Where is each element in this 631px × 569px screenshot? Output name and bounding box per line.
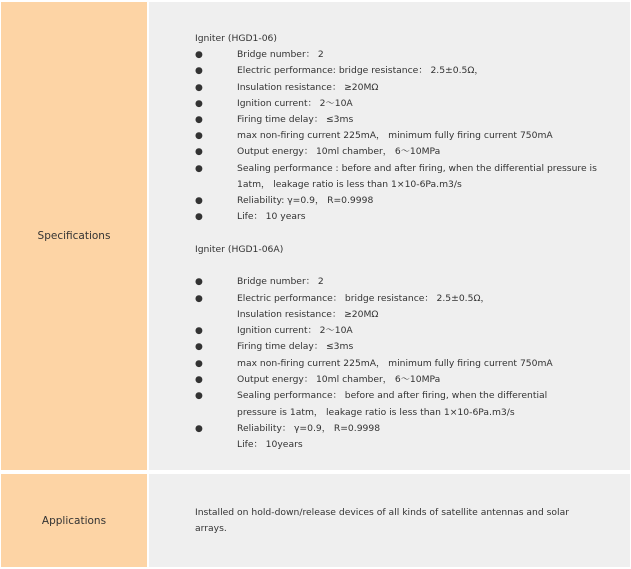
list-item-continuation: pressure is 1atm， leakage ratio is less than 1×10-6Pa.m3/s	[237, 407, 515, 418]
bullet-icon: ●	[195, 277, 203, 287]
applications-text: Installed on hold-down/release devices of all kinds of satellite antennas and solar arrays.	[195, 507, 569, 534]
list-item-continuation: Insulation resistance： ≥20MΩ	[237, 309, 379, 320]
list-item-continuation: 1atm， leakage ratio is less than 1×10-6Pa.m3/s	[237, 179, 462, 190]
igniter1-title: Igniter (HGD1-06)	[195, 33, 277, 44]
bullet-icon: ●	[195, 294, 203, 304]
bullet-icon: ●	[195, 375, 203, 385]
bullet-icon: ●	[195, 164, 203, 174]
specifications-row	[1, 2, 630, 470]
bullet-icon: ●	[195, 83, 203, 93]
bullet-icon: ●	[195, 50, 203, 60]
bullet-icon: ●	[195, 115, 203, 125]
applications-row	[1, 474, 630, 567]
specifications-content: Igniter (HGD1-06) ● Bridge number： 2 ● Electric performance: bridge resistance： 2.5±0.5Ω， ● Insulation resistance： ≥20MΩ ● Ignition current： 2～10A ● Firing time delay： ≤3ms ● max non-firing current 225mA， minimum fully firing current 750mA ● Output energy： 10ml chamber， 6～10MPa ● Sealing performance : before and after firing, when the differential pressure is 1atm， leakage ratio is less than 1×10-6Pa.m3/s ● Reliability: γ=0.9， R=0.9998 ● Life： 10 years Igniter (HGD1-06A) ● Bridge number： 2 ● Electric performance： bridge resistance： 2.5±0.5Ω， Insulation resistance： ≥20MΩ ● Ignition current： 2～10A ● Firing time delay： ≤3ms ● max non-firing current 225mA， minimum fully firing current 750mA ● Output energy： 10ml chamber， 6～10MPa ● Sealing performance： before and after firing, when the differential pressure is 1atm， leakage ratio is less than 1×10-6Pa.m3/s ● Reliability： γ=0.9， R=0.9998 Life： 10years	[149, 2, 630, 470]
specifications-label: Specifications	[1, 2, 147, 470]
bullet-icon: ●	[195, 424, 203, 434]
igniter2-title: Igniter (HGD1-06A)	[195, 244, 284, 255]
bullet-icon: ●	[195, 212, 203, 222]
list-item-continuation: Life： 10years	[237, 439, 303, 450]
bullet-icon: ●	[195, 391, 203, 401]
bullet-icon: ●	[195, 66, 203, 76]
bullet-icon: ●	[195, 342, 203, 352]
bullet-icon: ●	[195, 326, 203, 336]
applications-content	[149, 474, 630, 567]
bullet-icon: ●	[195, 99, 203, 109]
bullet-icon: ●	[195, 131, 203, 141]
bullet-icon: ●	[195, 196, 203, 206]
bullet-icon: ●	[195, 359, 203, 369]
applications-label: Applications	[1, 474, 147, 567]
bullet-icon: ●	[195, 147, 203, 157]
